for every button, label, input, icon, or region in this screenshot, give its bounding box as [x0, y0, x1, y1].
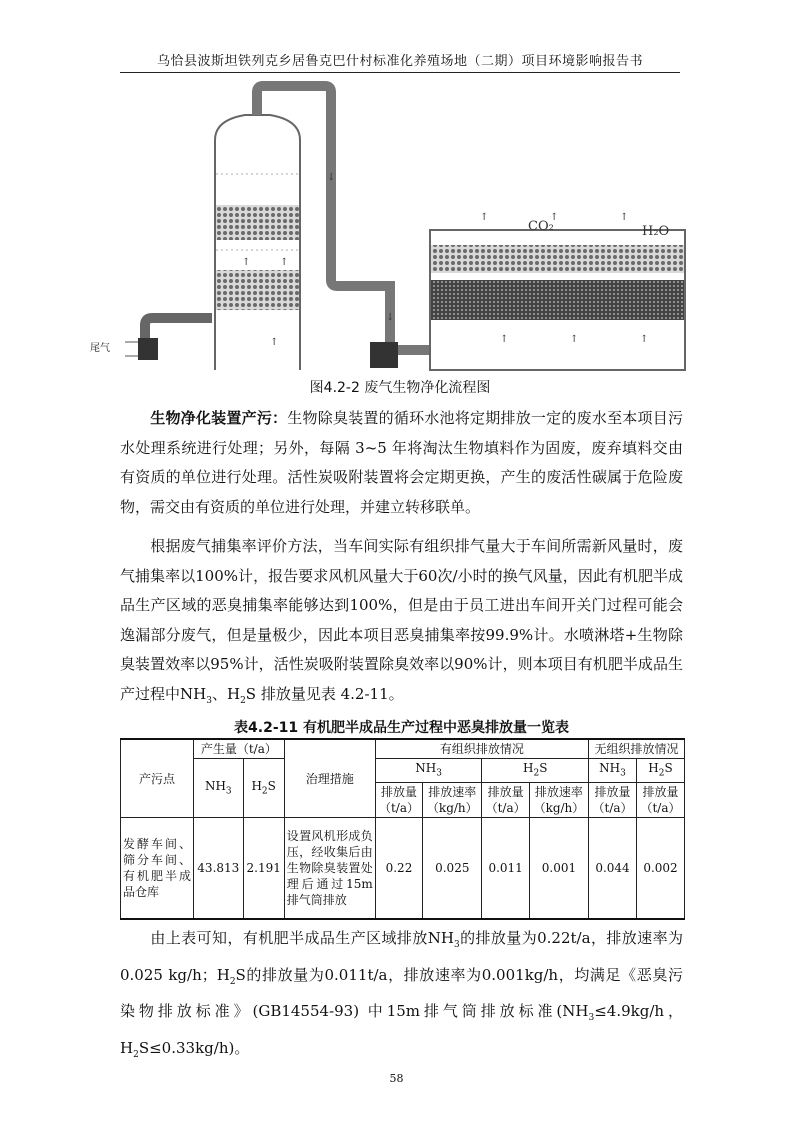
paragraph-text: 由上表可知，有机肥半成品生产区域排放NH: [150, 929, 454, 947]
th-un-nh3: $NH_3$: [589, 759, 637, 783]
paragraph-bio-pollution: [120, 404, 683, 522]
svg-text:↑: ↑: [620, 212, 629, 223]
booster-fan: [370, 342, 398, 368]
svg-text:↑: ↑: [480, 212, 489, 223]
inlet-duct: [125, 318, 212, 360]
cell-org-h2s-rate: 0.001: [529, 818, 588, 920]
subscript: 2: [229, 976, 236, 987]
svg-text:↑: ↑: [280, 257, 289, 268]
th-org-h2s: $H_2S$: [482, 759, 589, 783]
svg-text:↑: ↑: [500, 334, 509, 345]
th-generation: 产生量（t/a）: [194, 739, 285, 759]
inlet-label: 尾气: [90, 343, 110, 354]
svg-text:↓: ↓: [386, 312, 395, 323]
th-org-nh3: $NH_3$: [375, 759, 482, 783]
cell-gen-h2s: 2.191: [243, 818, 284, 920]
paragraph-capture-rate: [120, 532, 683, 716]
cell-gen-nh3: 43.813: [194, 818, 244, 920]
table-title: 表4.2-11 有机肥半成品生产过程中恶臭排放量一览表: [234, 720, 569, 736]
co2-label: CO₂: [528, 219, 554, 234]
cell-source: 发酵车间、筛分车间、有机肥半成品仓库: [121, 818, 194, 920]
process-flow-diagram: [90, 80, 690, 376]
emission-table: [120, 738, 685, 920]
activated-carbon-layer: [431, 280, 684, 320]
formula-sep: 、H: [211, 684, 241, 703]
bio-filter: [430, 230, 685, 370]
paragraph-text: 的排放量为0.22t/a，排放速率为0.025 kg/h；H: [120, 929, 683, 984]
cell-org-nh3-amount: 0.22: [375, 818, 422, 920]
table-row: [121, 818, 685, 920]
paragraph-conclusion: [120, 924, 683, 1070]
th-amount: 排放量 （t/a）: [482, 783, 529, 818]
th-amount: 排放量 （t/a）: [589, 783, 637, 818]
svg-text:↑: ↑: [640, 334, 649, 345]
cell-measure: 设置风机形成负压，经收集后由生物除臭装置处理后通过15m排气筒排放: [284, 818, 375, 920]
th-gen-h2s: $H_2S$: [243, 759, 284, 818]
cell-un-h2s-amount: 0.002: [636, 818, 684, 920]
header-rule: [120, 72, 680, 73]
paragraph-lead: 生物净化装置产污：: [150, 409, 288, 427]
formula-h2s: S 排放量见表 4.2-11。: [245, 684, 404, 703]
subscript: 3: [206, 695, 212, 706]
cell-un-nh3-amount: 0.044: [589, 818, 637, 920]
th-gen-nh3: $NH_3$: [194, 759, 244, 818]
subscript: 3: [453, 940, 460, 950]
th-unorganized: 无组织排放情况: [589, 739, 685, 759]
packing-layer-lower: [216, 270, 299, 310]
th-measure: 治理措施: [284, 739, 375, 818]
th-un-h2s: $H_2S$: [636, 759, 684, 783]
inlet-fan: [138, 338, 158, 360]
paragraph-text: 生物除臭装置的循环水池将定期排放一定的废水至本项目污水处理系统进行处理；另外，每隔 3~5 年将淘汰生物填料作为固废，废弃填料交由有资质的单位进行处理。活性炭吸附装置将会定期更换，产生的废活性碳属于危险废物，需交由有资质的单位进行处理，并建立转移联单。: [120, 409, 683, 516]
th-source: 产污点: [121, 739, 194, 818]
paragraph-text: S的排放量为0.011t/a，排放速率为0.001kg/h，均满足《恶臭污染物排放标准》(GB14554-93) 中15m排气筒排放标准(NH: [120, 965, 683, 1020]
svg-text:↑: ↑: [550, 212, 559, 223]
cell-org-nh3-rate: 0.025: [423, 818, 482, 920]
h2o-label: H₂O: [642, 224, 670, 239]
packing-layer-upper: [216, 205, 299, 240]
th-rate: 排放速率 （kg/h）: [529, 783, 588, 818]
page-number: 58: [389, 1072, 404, 1085]
cell-org-h2s-amount: 0.011: [482, 818, 529, 920]
paragraph-text: 根据废气捕集率评价方法，当车间实际有组织排气量大于车间所需新风量时，废气捕集率以100%计，报告要求风机风量大于60次/小时的换气风量，因此有机肥半成品生产区域的恶臭捕集率能够达到100%，但是由于员工进出车间开关门过程可能会逸漏部分废气，但是量极少，因此本项目恶臭捕集率按99.9%计。水喷淋塔+生物除臭装置效率以95%计，活性炭吸附装置除臭效率以90%计，则本项目有机肥半成品生产过程中: [120, 537, 683, 703]
process-flow-figure: [90, 80, 690, 376]
th-amount: 排放量 （t/a）: [375, 783, 422, 818]
paragraph-text: ≤4.9kg/h， H: [120, 1002, 683, 1057]
th-rate: 排放速率 （kg/h）: [423, 783, 482, 818]
formula-nh3: NH: [180, 684, 207, 703]
bio-packing-layer: [431, 245, 684, 273]
subscript: 3: [588, 1013, 595, 1023]
paragraph-text: S≤0.33kg/h)。: [138, 1038, 250, 1057]
subscript: 2: [133, 1049, 139, 1060]
figure-caption: 图4.2-2 废气生物净化流程图: [309, 380, 491, 396]
th-organized: 有组织排放情况: [375, 739, 588, 759]
svg-text:↓: ↓: [327, 172, 336, 183]
scrubber-tower: [215, 115, 300, 370]
subscript: 2: [240, 695, 246, 706]
svg-text:↑: ↑: [242, 257, 251, 268]
svg-text:↑: ↑: [570, 334, 579, 345]
page-header: 乌恰县波斯坦铁列克乡居鲁克巴什村标准化养殖场地（二期）项目环境影响报告书: [156, 54, 643, 69]
svg-text:↑: ↑: [270, 337, 279, 348]
th-amount: 排放量 （t/a）: [636, 783, 684, 818]
